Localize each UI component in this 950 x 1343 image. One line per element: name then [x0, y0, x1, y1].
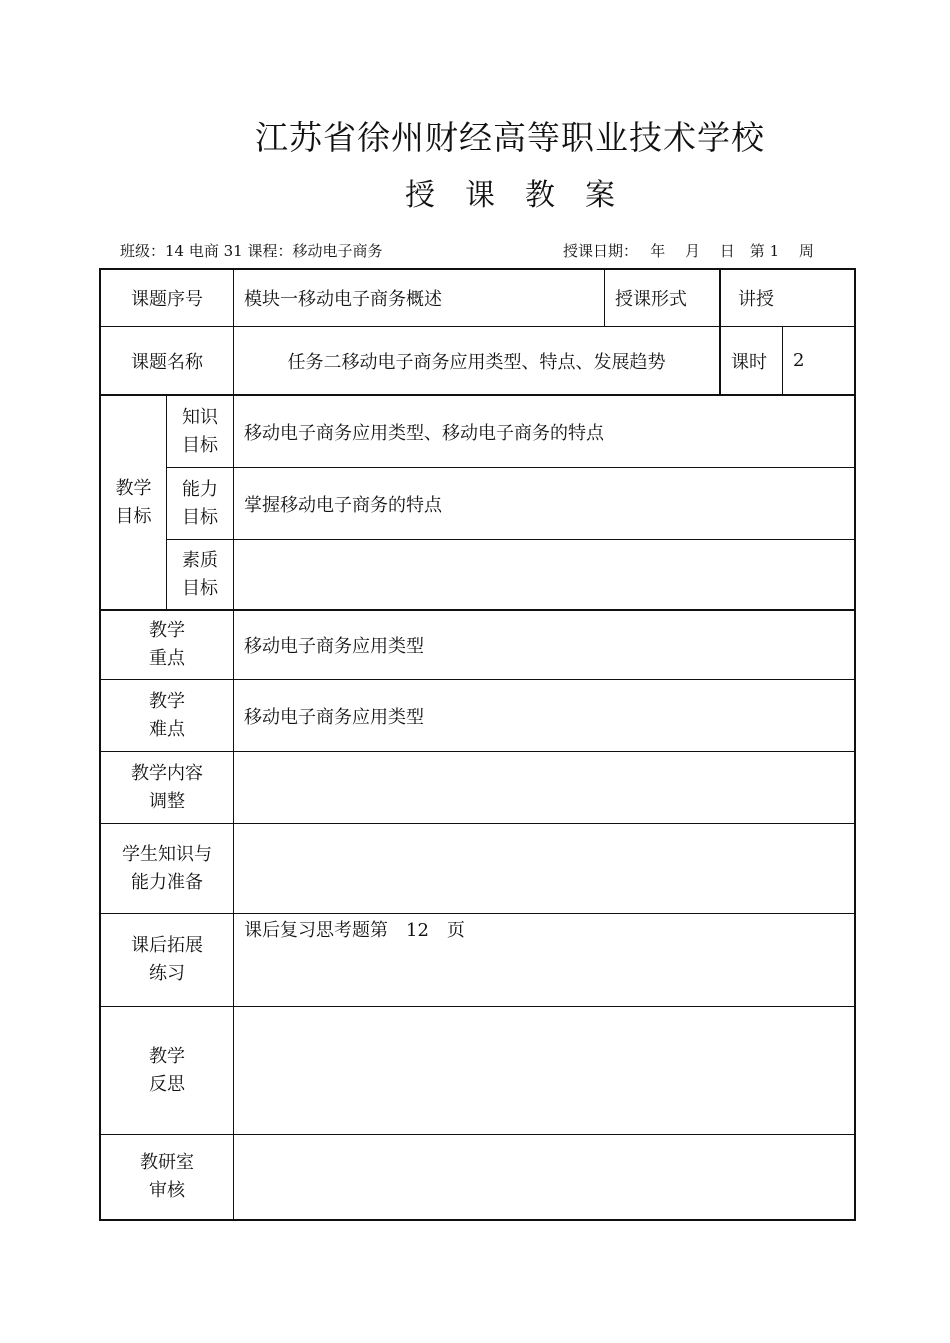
class-course-info: 班级：14 电商 31 课程：移动电子商务	[120, 242, 383, 260]
table-border-bottom	[100, 1219, 856, 1221]
teaching-reflection-label: 教学 反思	[149, 1045, 185, 1095]
document-title: 授 课 教 案	[405, 178, 615, 213]
teaching-form-label: 授课形式	[615, 289, 687, 310]
teaching-objectives-label: 教学 目标	[115, 477, 152, 527]
homework-label: 课后拓展 练习	[131, 935, 203, 984]
student-preparation-label: 学生知识与 能力准备	[122, 843, 212, 893]
difficult-points-label: 教学 难点	[149, 690, 185, 740]
homework-value: 课后复习思考题第 12 页	[244, 920, 465, 941]
department-review-value	[234, 1135, 854, 1219]
content-adjustment-label: 教学内容 调整	[131, 762, 203, 812]
teaching-reflection-value	[234, 1007, 854, 1134]
difficult-points-value: 移动电子商务应用类型	[244, 706, 424, 728]
class-hours-value: 2	[793, 350, 805, 371]
quality-objective-label: 素质 目标	[182, 549, 218, 599]
content-adjustment-value	[234, 752, 854, 823]
topic-number-value: 模块一移动电子商务概述	[244, 289, 442, 310]
key-points-label: 教学 重点	[149, 620, 185, 669]
key-points-value: 移动电子商务应用类型	[244, 636, 424, 657]
topic-number-label: 课题序号	[131, 289, 203, 310]
student-preparation-value	[234, 824, 854, 913]
ability-objective-label: 能力 目标	[182, 478, 218, 528]
knowledge-objective-value: 移动电子商务应用类型、移动电子商务的特点	[244, 422, 604, 444]
teaching-form-value: 讲授	[738, 289, 774, 310]
teaching-date-info: 授课日期： 年 月 日 第 1 周	[563, 242, 814, 260]
school-name: 江苏省徐州财经高等职业技术学校	[255, 118, 765, 157]
topic-name-value: 任务二移动电子商务应用类型、特点、发展趋势	[287, 351, 666, 373]
department-review-label: 教研室 审核	[140, 1152, 194, 1201]
quality-objective-value	[234, 540, 854, 609]
class-hours-label: 课时	[731, 351, 767, 373]
knowledge-objective-label: 知识 目标	[182, 406, 218, 456]
table-border-right	[854, 268, 856, 1221]
ability-objective-value: 掌握移动电子商务的特点	[244, 494, 442, 516]
topic-name-label: 课题名称	[131, 351, 203, 373]
